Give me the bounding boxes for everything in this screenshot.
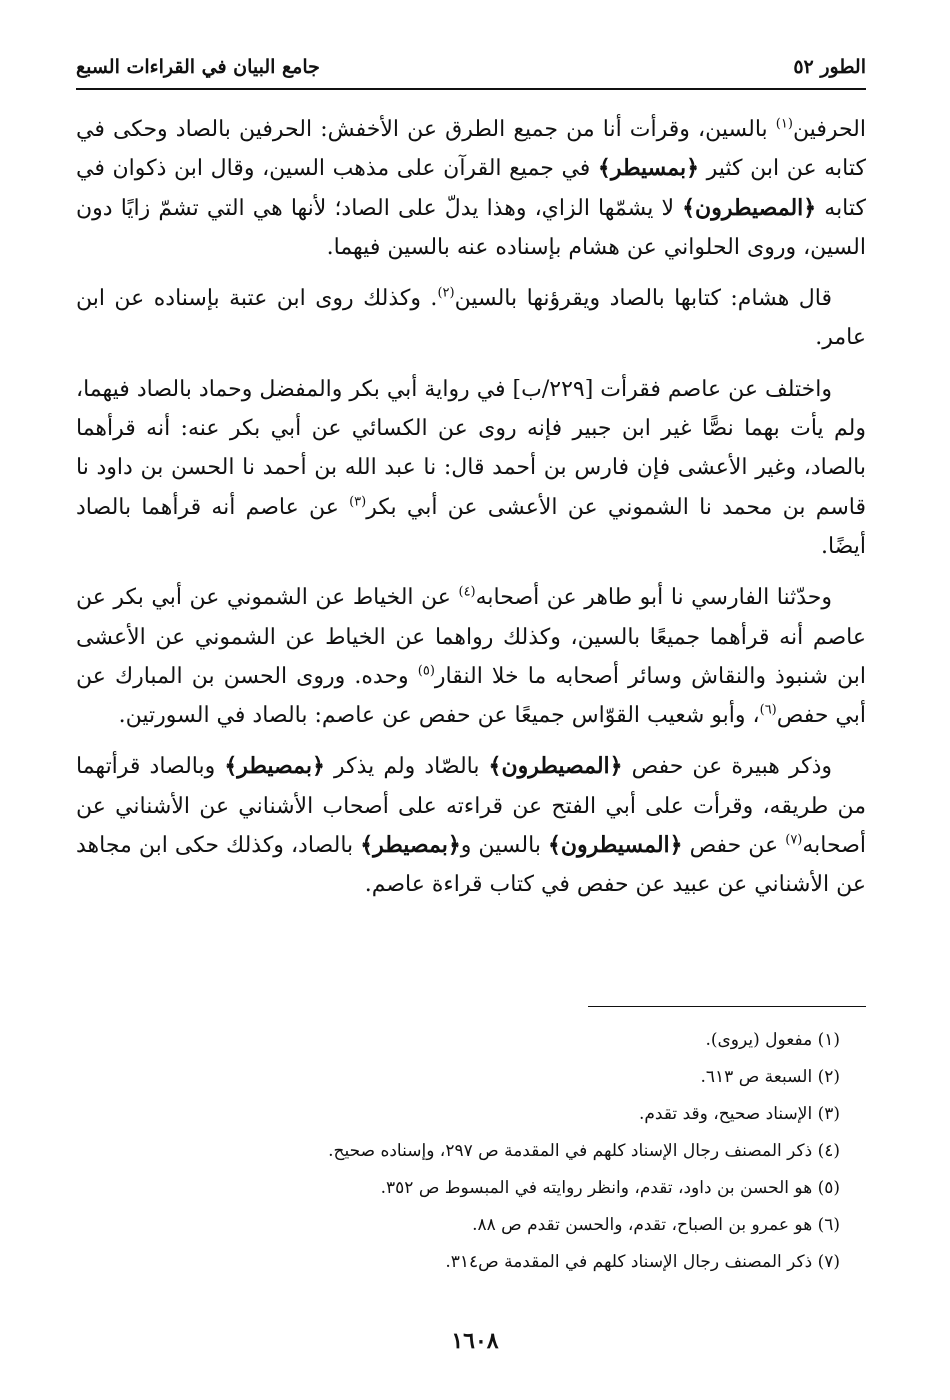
footnote-ref-7[interactable]: (٧) [785, 832, 803, 848]
quranic-word: ﴿المصيطرون﴾ [682, 194, 817, 221]
text-run: الحرفين [792, 117, 866, 142]
footnote-2: (٢) السبعة ص ٦١٣. [700, 1067, 840, 1087]
text-run: عن الخياط عن الشموني عن أبي بكر عن عاصم أنه قرأهما جميعًا بالسين، وكذلك رواهما عن الخياط عن الشموني عن الأعشى ابن شنبوذ والنقاش وسائر أصحابه ما خلا النقار [76, 585, 866, 689]
text-run: ، وأبو شعيب القوّاس جميعًا عن حفص عن عاصم: بالصاد في السورتين. [118, 703, 760, 729]
text-run: وحدّثنا الفارسي نا أبو طاهر عن أصحابه [475, 585, 832, 611]
text-run: قال هشام: كتابها بالصاد ويقرؤنها بالسين [454, 286, 833, 312]
footnote-separator [588, 1006, 866, 1007]
footnote-ref-4[interactable]: (٤) [458, 584, 476, 600]
text-run: عن حفص [682, 833, 786, 859]
text-run: في جميع القرآن على مذهب السين، وقال ابن ذكوان في كتابه [76, 156, 867, 221]
text-run: بالصاد، وكذلك حكى ابن مجاهد عن الأشناني عن عبيد عن حفص في كتاب قراءة عاصم. [76, 833, 866, 898]
paragraph-2 [76, 279, 866, 358]
footnote-ref-6[interactable]: (٦) [759, 702, 777, 718]
footnote-ref-2[interactable]: (٢) [437, 285, 455, 301]
footnote-7: (٧) ذكر المصنف رجال الإسناد كلهم في المقدمة ص٣١٤. [445, 1252, 840, 1272]
main-text [76, 110, 866, 917]
quranic-word: ﴿بمصيطر﴾ [224, 753, 325, 780]
quranic-word: ﴿المسيطرون﴾ [548, 832, 683, 859]
text-run: واختلف عن عاصم فقرأت [٢٢٩/ب] في رواية أبي بكر والمفضل وحماد بالصاد فيهما، ولم يأت بهما نصًّا غير ابن جبير فإنه روى عن الكسائي عن أبي بكر عنه: أنه قرأهما بالصاد، وغير الأعشى فإن فارس بن أحمد قال: نا عبد الله بن أحمد نا الحسن بن داود نا قاسم بن محمد نا الشموني عن الأعشى عن أبي بكر [76, 376, 866, 520]
header-rule [76, 88, 866, 90]
running-header [76, 52, 866, 82]
footnote-1: (١) مفعول (يروى). [705, 1030, 840, 1050]
quranic-word: ﴿بمسيطر﴾ [597, 155, 699, 182]
quranic-word: ﴿المصيطرون﴾ [488, 753, 623, 780]
text-run: بالصّاد ولم يذكر [324, 754, 489, 780]
text-run: وحده. وروى الحسن بن المبارك عن أبي حفص [76, 663, 866, 729]
section-label: الطور ٥٢ [793, 56, 866, 78]
text-run: . وكذلك روى ابن عتبة بإسناده عن ابن عامر. [76, 286, 866, 351]
paragraph-3 [76, 370, 866, 566]
footnote-3: (٣) الإسناد صحيح، وقد تقدم. [638, 1104, 840, 1124]
footnote-ref-5[interactable]: (٥) [417, 663, 435, 679]
text-run: وبالصاد قرأتهما من طريقه، وقرأت على أبي الفتح عن قراءته على أصحاب الأشناني عن الأشناني عن أصحابه [76, 754, 866, 859]
footnote-5: (٥) هو الحسن بن داود، تقدم، وانظر روايته في المبسوط ص ٣٥٢. [380, 1178, 840, 1198]
paragraph-4 [76, 578, 866, 735]
text-run: بالسين، وقرأت أنا من جميع الطرق عن الأخفش: الحرفين بالصاد وحكى في كتابه عن ابن كثير [76, 117, 866, 182]
footnote-6: (٦) هو عمرو بن الصباح، تقدم، والحسن تقدم ص ٨٨. [472, 1215, 840, 1235]
paragraph-1 [76, 110, 866, 267]
footnotes [76, 1022, 840, 1281]
text-run: عن عاصم أنه قرأهما بالصاد أيضًا. [76, 494, 866, 559]
paragraph-5 [76, 747, 866, 904]
page-number: ١٦٠٨ [451, 1328, 499, 1354]
text-run: وذكر هبيرة عن حفص [622, 754, 832, 780]
quranic-word: ﴿بمصيطر﴾ [360, 832, 461, 859]
book-title: جامع البيان في القراءات السبع [76, 56, 320, 78]
footnote-4: (٤) ذكر المصنف رجال الإسناد كلهم في المقدمة ص ٢٩٧، وإسناده صحيح. [328, 1141, 840, 1161]
footnote-ref-3[interactable]: (٣) [349, 494, 367, 510]
text-run: لا يشمّها الزاي، وهذا يدلّ على الصاد؛ لأنها هي التي تشمّ زايًا دون السين، وروى الحلواني عن هشام بإسناده عنه بالسين فيهما. [76, 195, 866, 260]
footnote-ref-1[interactable]: (١) [775, 116, 793, 132]
text-run: بالسين و [460, 833, 548, 859]
